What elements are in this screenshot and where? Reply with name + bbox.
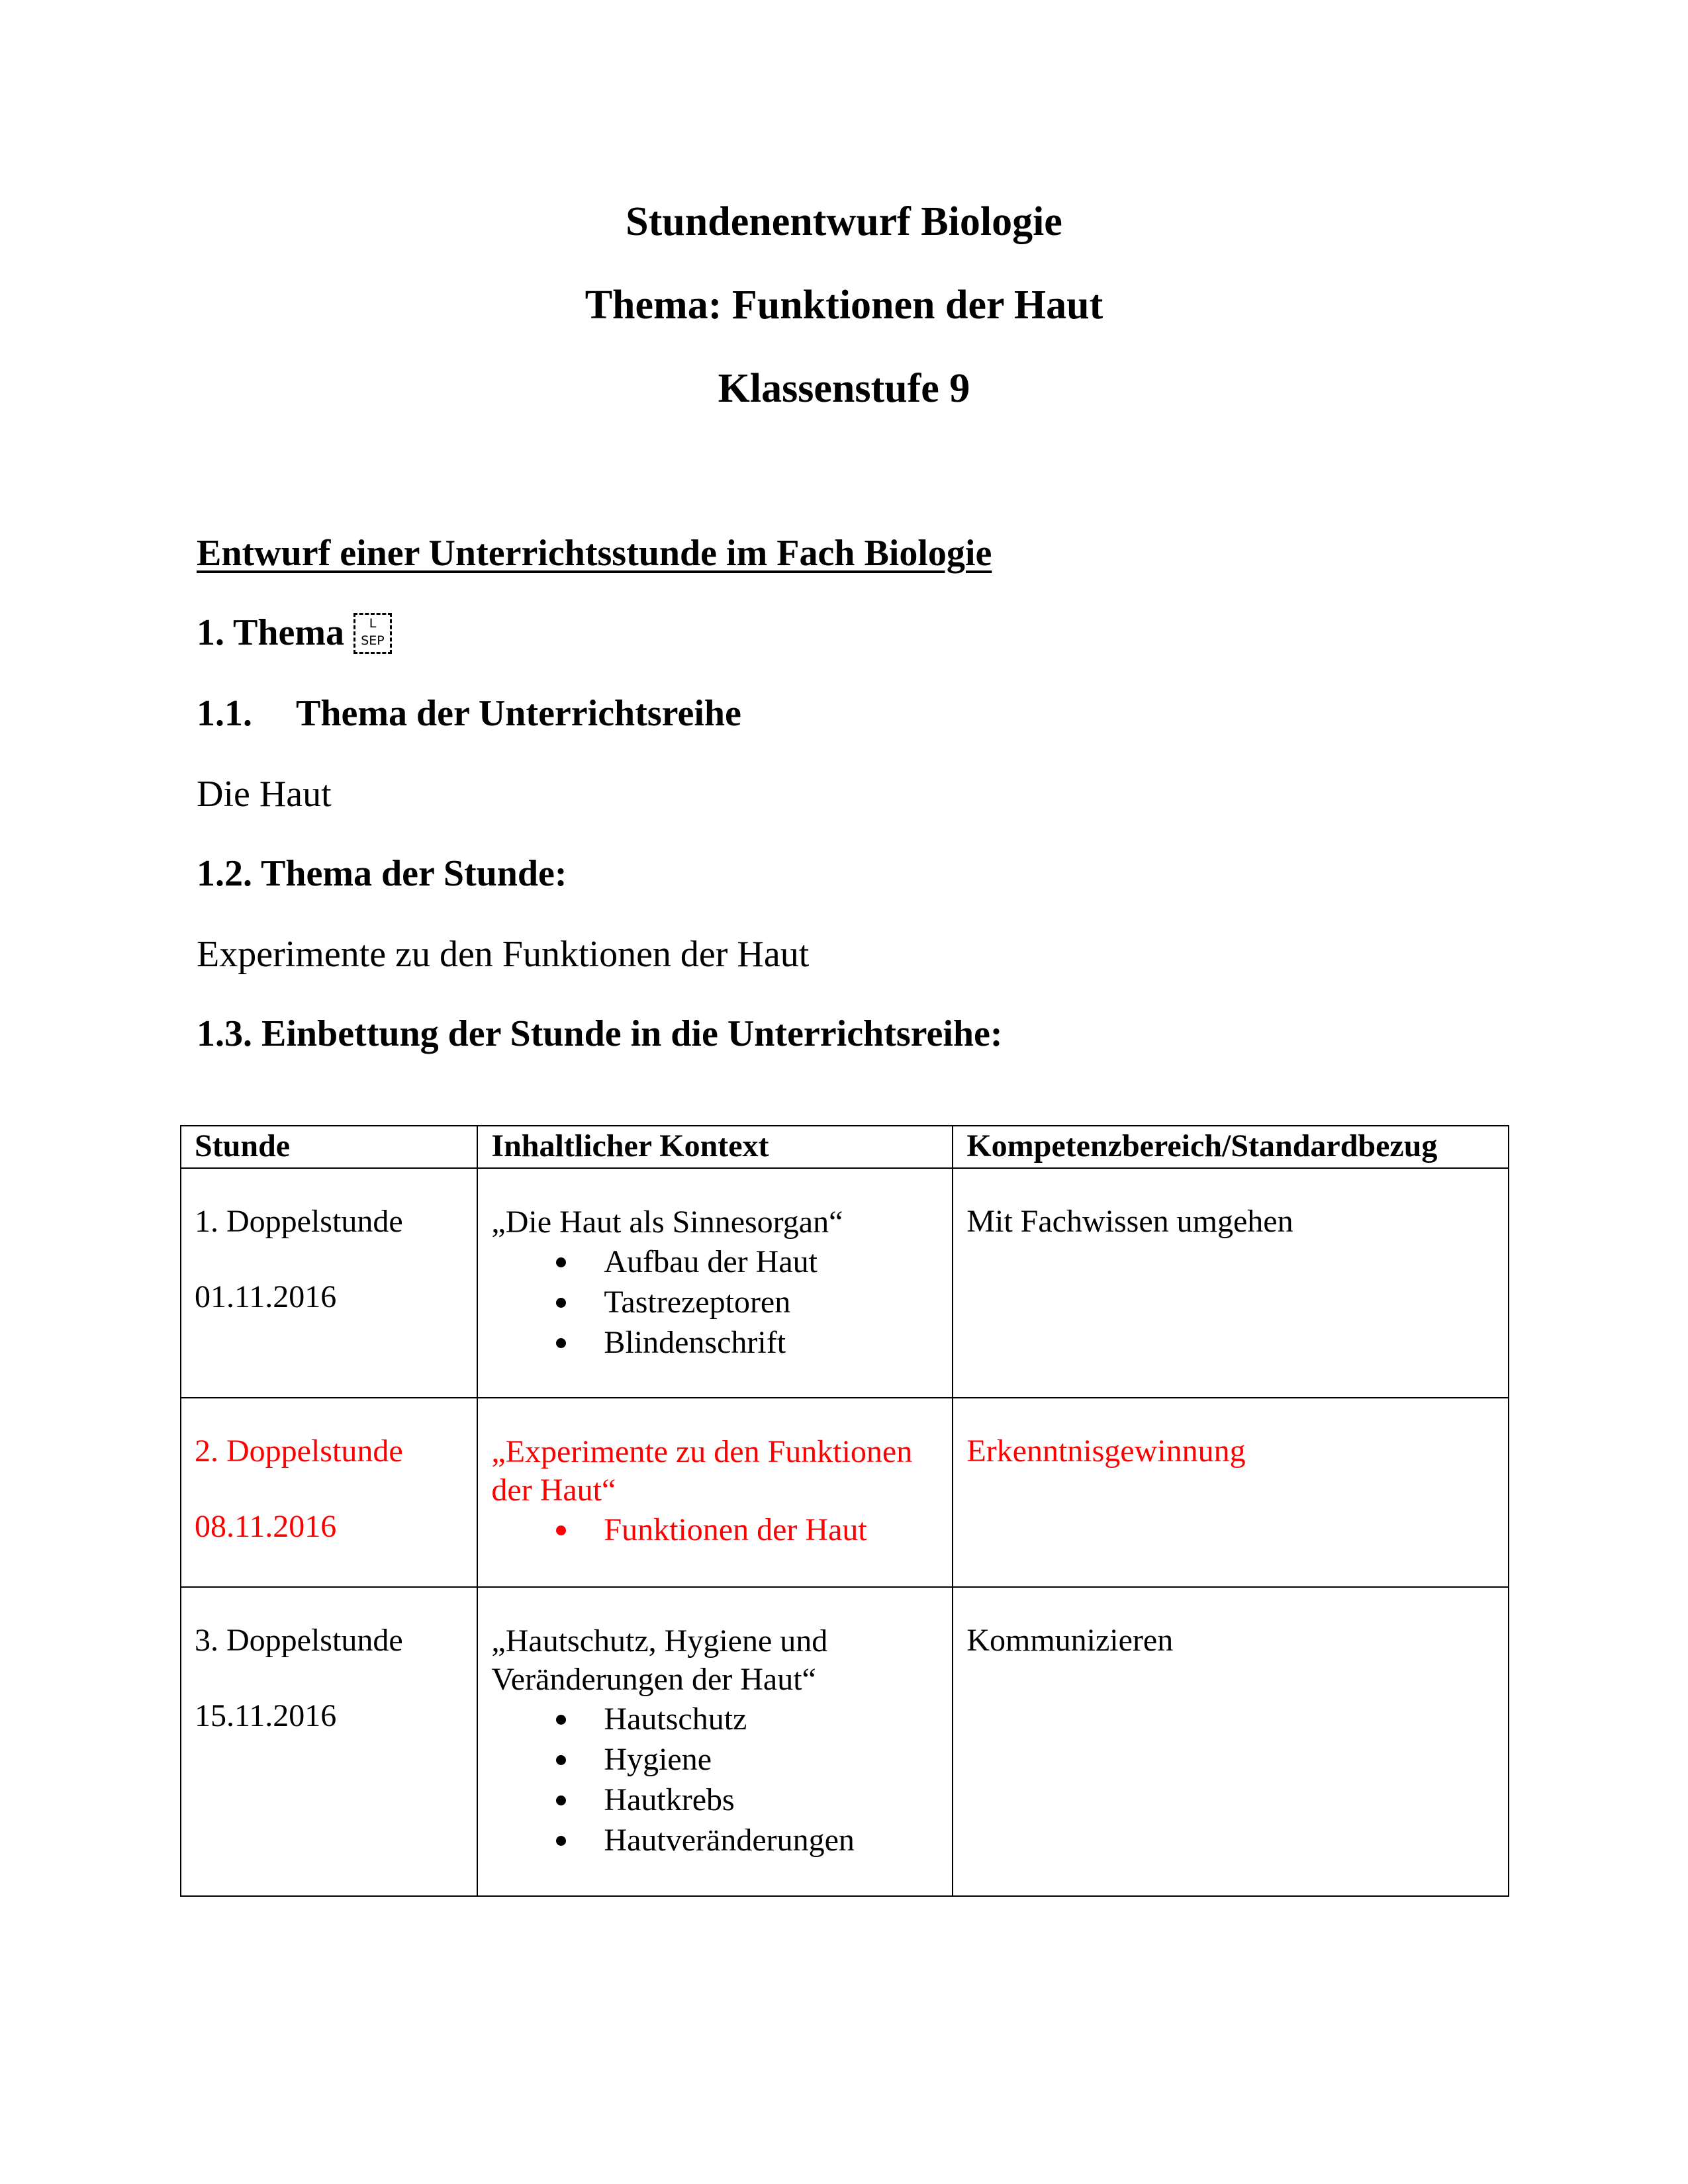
lesson-date: 01.11.2016 <box>195 1279 337 1314</box>
list-item-text: Blindenschrift <box>604 1325 786 1360</box>
list-item-text: Hygiene <box>604 1742 712 1777</box>
list-item-text: Tastrezeptoren <box>604 1285 791 1320</box>
context-bullet-list <box>491 1242 939 1363</box>
stunde-heading: 1.2. Thema der Stunde: <box>197 853 567 894</box>
list-item-text: Aufbau der Haut <box>604 1244 818 1279</box>
lesson-label: 2. Doppelstunde <box>195 1433 403 1469</box>
lesson-date: 08.11.2016 <box>195 1509 337 1544</box>
document-grade: Klassenstufe 9 <box>718 366 970 411</box>
competence-text: Kommunizieren <box>966 1623 1174 1658</box>
context-title: „Hautschutz, Hygiene und <box>491 1623 828 1659</box>
stunde-text: Experimente zu den Funktionen der Haut <box>197 934 810 975</box>
competence-text: Mit Fachwissen umgehen <box>966 1204 1293 1239</box>
bullet-icon <box>556 1715 566 1725</box>
reihe-heading-row <box>197 695 741 732</box>
competence-text: Erkenntnisgewinnung <box>966 1433 1246 1469</box>
lesson-label: 3. Doppelstunde <box>195 1623 403 1658</box>
list-item-text: Hautschutz <box>604 1702 747 1737</box>
lesson-series-table <box>180 1125 1509 1897</box>
list-item <box>544 1282 939 1322</box>
context-bullet-list <box>491 1699 939 1860</box>
list-item-text: Hautkrebs <box>604 1782 735 1817</box>
reihe-text: Die Haut <box>197 774 332 815</box>
lesson-cell <box>181 1168 477 1398</box>
document-title: Stundenentwurf Biologie <box>626 199 1062 244</box>
bullet-icon <box>556 1755 566 1765</box>
lesson-date: 15.11.2016 <box>195 1698 337 1733</box>
table-row-highlighted <box>181 1398 1509 1587</box>
list-item <box>544 1780 939 1820</box>
context-cell <box>477 1168 953 1398</box>
competence-cell <box>953 1168 1509 1398</box>
intro-heading: Entwurf einer Unterrichtsstunde im Fach Biologie <box>197 533 992 574</box>
context-title-continued: Veränderungen der Haut“ <box>491 1662 816 1697</box>
table-header-cell: Stunde <box>181 1126 477 1168</box>
bullet-icon <box>556 1836 566 1846</box>
context-cell <box>477 1587 953 1896</box>
table-row <box>181 1587 1509 1896</box>
bullet-icon <box>556 1796 566 1805</box>
bullet-icon <box>556 1338 566 1348</box>
list-item <box>544 1510 939 1550</box>
list-item <box>544 1739 939 1780</box>
separator-symbol-bottom: SEP <box>361 633 385 649</box>
context-title: „Experimente zu den Funktionen <box>491 1434 913 1469</box>
list-item <box>544 1322 939 1363</box>
table-row <box>181 1168 1509 1398</box>
table-header-row <box>181 1126 1509 1168</box>
table-header-cell: Inhaltlicher Kontext <box>477 1126 953 1168</box>
context-title: „Die Haut als Sinnesorgan“ <box>491 1205 843 1240</box>
reihe-heading: Thema der Unterrichtsreihe <box>296 693 741 734</box>
separator-symbol-top: L <box>369 616 377 631</box>
context-bullet-list <box>491 1510 939 1550</box>
competence-cell <box>953 1398 1509 1587</box>
thema-heading-row <box>197 614 392 657</box>
thema-heading: 1. Thema <box>197 612 344 653</box>
list-item <box>544 1699 939 1739</box>
table-header-cell: Kompetenzbereich/Standardbezug <box>953 1126 1509 1168</box>
document-topic: Thema: Funktionen der Haut <box>585 283 1103 328</box>
lesson-label: 1. Doppelstunde <box>195 1204 403 1239</box>
context-title-continued: der Haut“ <box>491 1473 616 1508</box>
separator-symbol-icon <box>353 613 392 654</box>
list-item <box>544 1820 939 1860</box>
lesson-cell <box>181 1398 477 1587</box>
competence-cell <box>953 1587 1509 1896</box>
bullet-icon <box>556 1257 566 1267</box>
list-item-text: Hautveränderungen <box>604 1823 855 1858</box>
context-cell <box>477 1398 953 1587</box>
bullet-icon <box>556 1298 566 1308</box>
lesson-cell <box>181 1587 477 1896</box>
list-item <box>544 1242 939 1282</box>
reihe-number: 1.1. <box>197 693 252 734</box>
bullet-icon <box>556 1525 566 1535</box>
list-item-text: Funktionen der Haut <box>604 1512 867 1547</box>
einbettung-heading: 1.3. Einbettung der Stunde in die Unterrichtsreihe: <box>197 1013 1003 1054</box>
